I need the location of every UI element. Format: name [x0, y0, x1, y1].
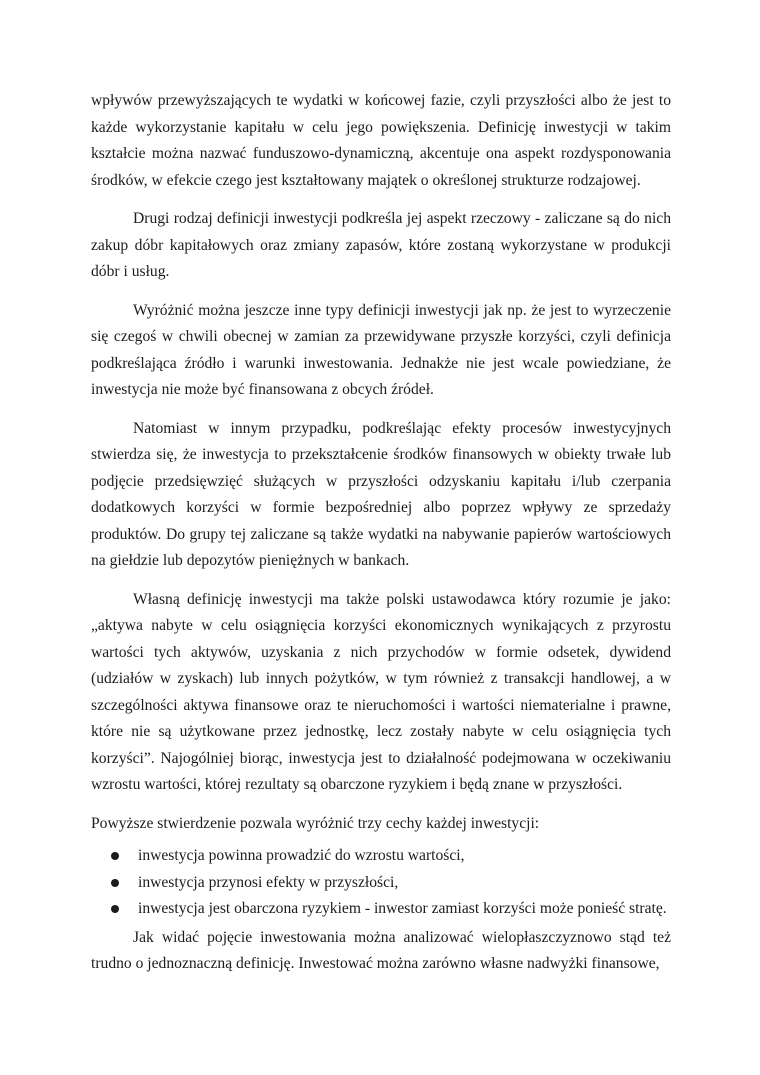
list-item-text: inwestycja jest obarczona ryzykiem - inwestor zamiast korzyści może ponieść stratę.: [138, 900, 667, 917]
bullet-icon: [111, 852, 119, 860]
list-item: [91, 843, 671, 870]
list-item-text: inwestycja powinna prowadzić do wzrostu wartości,: [138, 847, 465, 864]
paragraph-other-definitions: Wyróżnić można jeszcze inne typy definicji inwestycji jak np. że jest to wyrzeczenie się czegoś w chwili obecnej w zamian za przewidywane przyszłe korzyści, czyli definicja podkreślająca źródło i warunki inwestowania. Jednakże nie jest wcale powiedziane, że inwestycja nie może być finansowana z obcych źródeł.: [91, 301, 671, 398]
paragraph-material-definition: Drugi rodzaj definicji inwestycji podkreśla jej aspekt rzeczowy - zaliczane są do nich zakup dóbr kapitałowych oraz zmiany zapasów, które zostaną wykorzystane w produkcji dóbr i usług.: [91, 210, 671, 280]
paragraph-legal-definition: Własną definicję inwestycji ma także polski ustawodawca który rozumie je jako: „aktywa nabyte w celu osiągnięcia korzyści ekonomicznych wynikających z przyrostu wartości tych aktywów, uzyskania z nich przychodów w formie odsetek, dywidend (udziałów w zyskach) lub innych pożytków, w tym również z transakcji handlowej, a w szczególności aktywa finansowe oraz te nieruchomości i wartości niematerialne i prawne, które nie są użytkowane przez jednostkę, lecz zostały nabyte w celu osiągnięcia tych korzyści”. Najogólniej biorąc, inwestycja jest to działalność podejmowana w oczekiwaniu wzrostu wartości, której rezultaty są obarczone ryzykiem i będą znane w przyszłości.: [91, 590, 671, 793]
paragraph-features-intro: Powyższe stwierdzenie pozwala wyróżnić trzy cechy każdej inwestycji:: [91, 814, 540, 832]
bullet-icon: [111, 879, 119, 887]
list-item: [91, 896, 671, 923]
features-list: [91, 843, 671, 923]
paragraph-closing: Jak widać pojęcie inwestowania można analizować wielopłaszczyznowo stąd też trudno o jednoznaczną definicję. Inwestować można zarówno własne nadwyżki finansowe,: [91, 928, 671, 972]
paragraph-effects-definition: Natomiast w innym przypadku, podkreślając efekty procesów inwestycyjnych stwierdza się, że inwestycja to przekształcenie środków finansowych w obiekty trwałe lub podjęcie przedsięwzięć służących w przyszłości odzyskaniu kapitału i/lub czerpania dodatkowych korzyści w formie bezpośredniej albo poprzez wpływy ze sprzedaży produktów. Do grupy tej zaliczane są także wydatki na nabywanie papierów wartościowych na giełdzie lub depozytów pieniężnych w bankach.: [91, 419, 671, 569]
paragraph-continuation: wpływów przewyższających te wydatki w końcowej fazie, czyli przyszłości albo że jest to każde wykorzystanie kapitału w celu jego powiększenia. Definicję inwestycji w takim kształcie można nazwać funduszowo-dynamiczną, akcentuje ona aspekt rozdysponowania środków, w efekcie czego jest kształtowany majątek o określonej strukturze rodzajowej.: [91, 92, 671, 189]
list-item: [91, 870, 671, 897]
document-page: [91, 88, 671, 990]
list-item-text: inwestycja przynosi efekty w przyszłości,: [138, 873, 399, 891]
bullet-icon: [111, 905, 119, 913]
